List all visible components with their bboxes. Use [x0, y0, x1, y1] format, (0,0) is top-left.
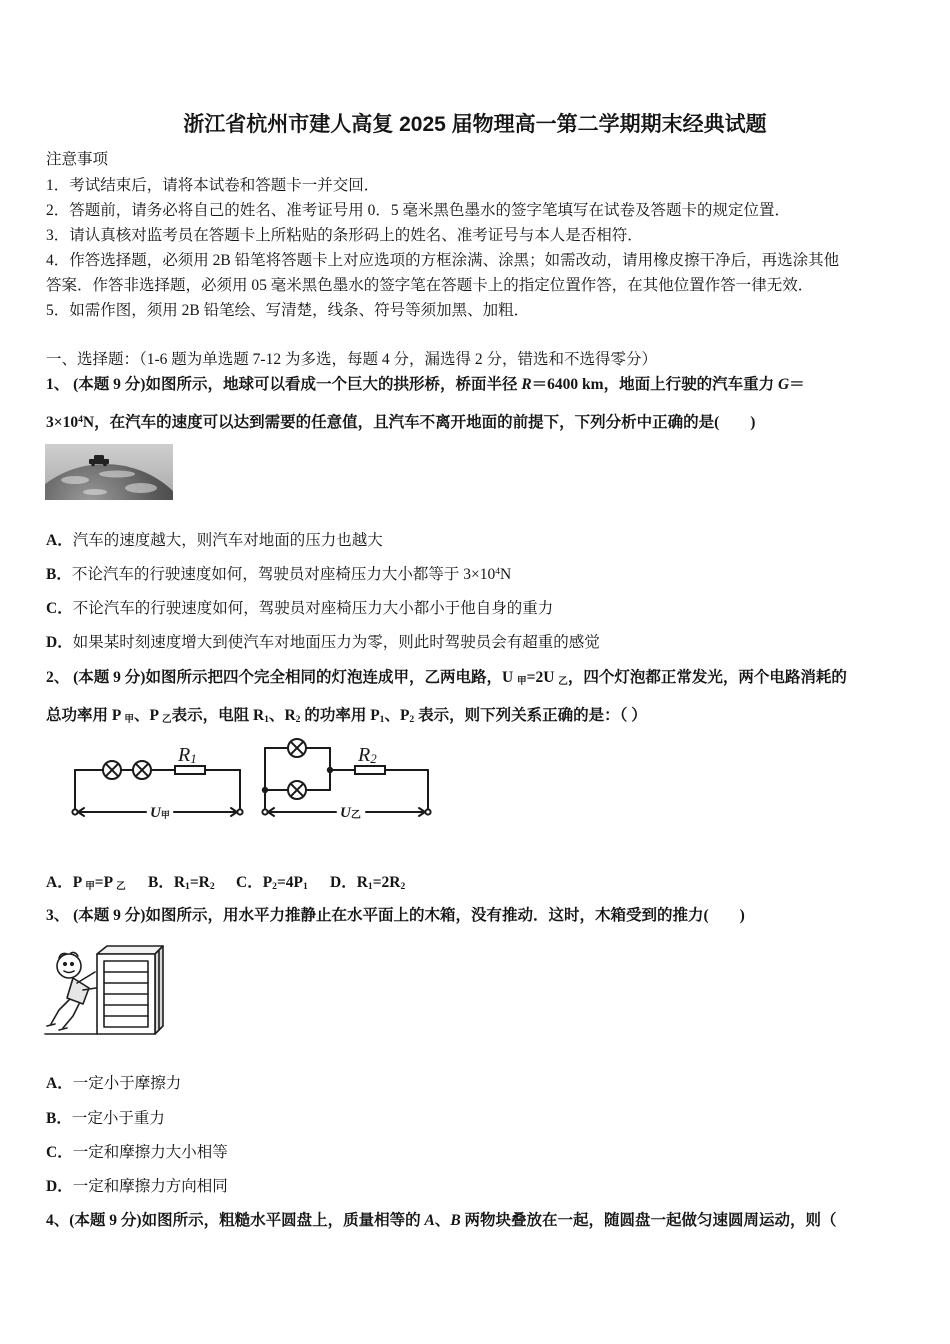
option-text: $R_1=2R_2$	[356, 874, 406, 892]
option-label: C．	[46, 600, 73, 617]
terminal-dot	[72, 809, 77, 814]
subscript: 2	[295, 713, 301, 725]
option-d	[46, 631, 600, 655]
subscript: 乙	[116, 880, 126, 892]
junction-dot	[328, 768, 332, 772]
option-label: D．	[46, 1178, 73, 1195]
option-c	[46, 1141, 228, 1165]
question-stem-line: 3、 (本题 9 分)如图所示，用水平力推静止在水平面上的木箱，没有推动．这时，木箱受到的推力( )	[46, 907, 745, 924]
subscript: 2	[272, 880, 277, 892]
italic-symbol: A	[424, 1212, 435, 1229]
wire	[265, 748, 428, 809]
question-stem-line: 1、 (本题 9 分)如图所示，地球可以看成一个巨大的拱形桥，桥面半径 R＝6400 km，地面上行驶的汽车重力 G＝	[46, 376, 805, 393]
subscript: 2	[409, 713, 415, 725]
lamp-icon	[103, 761, 121, 779]
option-b	[148, 871, 215, 895]
resistor-icon	[355, 766, 385, 774]
section-heading: 一、选择题：（1-6 题为单选题 7-12 为多选，每题 4 分，漏选得 2 分，错选和不选得零分）	[46, 351, 657, 368]
person-pushing	[45, 952, 97, 1034]
option-c	[46, 597, 553, 621]
wooden-box	[97, 946, 163, 1034]
subscript: 2	[209, 880, 215, 892]
lamp-icon	[133, 761, 151, 779]
r2-label-main: R	[358, 744, 371, 766]
option-b	[46, 1107, 165, 1131]
option-a	[46, 529, 383, 553]
option-c	[236, 871, 308, 895]
u-jia-label	[150, 805, 170, 821]
subscript: 乙	[161, 713, 172, 725]
option-text: 如果某时刻速度增大到使汽车对地面压力为零，则此时驾驶员会有超重的感觉	[72, 634, 600, 651]
option-label: C．	[46, 1144, 73, 1161]
italic-symbol: G	[777, 376, 790, 393]
option-text: 一定小于摩擦力	[72, 1075, 182, 1092]
subscript: 1	[379, 713, 385, 725]
resistor-icon	[175, 766, 205, 774]
option-label: A．	[46, 1075, 73, 1092]
superscript: 4	[495, 566, 501, 578]
lamp-icon	[288, 781, 306, 799]
terminal-dot	[237, 809, 242, 814]
option-text: 一定和摩擦力大小相等	[72, 1144, 228, 1161]
circuit-diagram-figure	[70, 735, 440, 830]
option-a	[46, 871, 126, 895]
question-stem-line: 总功率用 P $_甲$、P $_乙$表示，电阻 $R_1$、$R_2$ 的功率用 $P_1$、$P_2$ 表示，则下列关系正确的是：（ ）	[46, 707, 647, 725]
r1-label-sub: 1	[190, 751, 197, 766]
option-label: B．	[46, 1110, 72, 1127]
question-stem-line: 2、 (本题 9 分)如图所示把四个完全相同的灯泡连成甲，乙两电路，U $_甲$=2U $_乙$，四个灯泡都正常发光，两个电路消耗的	[46, 669, 847, 687]
option-text: 一定小于重力	[71, 1110, 165, 1127]
option-text: $R_1=R_2$	[173, 874, 215, 892]
terminal-dot	[262, 809, 267, 814]
italic-symbol: B	[450, 1212, 461, 1229]
option-text: 汽车的速度越大，则汽车对地面的压力也越大	[72, 532, 383, 549]
u-jia-label-main: U	[150, 805, 161, 821]
notice-line-3: 3．请认真核对监考员在答题卡上所粘贴的条形码上的姓名、准考证号与本人是否相符．	[46, 227, 643, 244]
u-yi-label-sub: 乙	[350, 810, 361, 821]
earth-arch-bridge-figure	[45, 444, 173, 500]
notice-line-1: 1．考试结束后，请将本试卷和答题卡一并交回．	[46, 177, 380, 194]
italic-symbol: R	[521, 376, 532, 393]
r2-label-sub: 2	[370, 751, 377, 766]
option-label: D．	[46, 634, 73, 651]
option-b	[46, 563, 511, 587]
notice-line-2: 2．答题前，请务必将自己的姓名、准考证号用 0．5 毫米黑色墨水的签字笔填写在试卷及答题卡的规定位置．	[46, 202, 791, 219]
subscript: 1	[367, 880, 373, 892]
option-label: B．	[148, 874, 174, 891]
pushing-box-figure	[43, 942, 168, 1038]
junction-dot	[263, 788, 267, 792]
notice-heading: 注意事项	[46, 151, 109, 168]
subscript: 1	[303, 880, 308, 892]
question-stem-line: 4、(本题 9 分)如图所示，粗糙水平圆盘上，质量相等的 A、B 两物块叠放在一起，随圆盘一起做匀速圆周运动，则（	[46, 1212, 837, 1229]
notice-line-5: 5．如需作图，须用 2B 铅笔绘、写清楚，线条、符号等须加黑、加粗．	[46, 302, 530, 319]
subscript: 甲	[85, 880, 95, 892]
option-label: D．	[330, 874, 357, 891]
subscript: 甲	[124, 713, 134, 725]
option-label: A．	[46, 532, 73, 549]
option-text: P $_甲$=P $_乙$	[72, 874, 126, 892]
lamp-icon	[288, 739, 306, 757]
subscript: 甲	[517, 675, 527, 687]
notice-line-4: 4．作答选择题，必须用 2B 铅笔将答题卡上对应选项的方框涂满、涂黑；如需改动，请用橡皮擦干净后，再选涂其他	[46, 252, 840, 269]
page-title: 浙江省杭州市建人高复 2025 届物理高一第二学期期末经典试题	[183, 113, 767, 136]
option-text: 不论汽车的行驶速度如何，驾驶员对座椅压力大小都小于他自身的重力	[72, 600, 554, 617]
u-yi-label-main: U	[340, 805, 351, 821]
r2-label	[357, 744, 377, 766]
option-label: C．	[236, 874, 263, 891]
option-d	[330, 871, 405, 895]
option-label: A．	[46, 874, 73, 891]
terminal-dot	[425, 809, 430, 814]
u-jia-label-sub: 甲	[160, 810, 170, 820]
subscript: 1	[264, 713, 269, 725]
option-text: $P_2=4P_1$	[262, 874, 308, 892]
option-d	[46, 1175, 228, 1199]
r1-label-main: R	[178, 744, 191, 766]
option-a	[46, 1072, 181, 1096]
option-text: 不论汽车的行驶速度如何，驾驶员对座椅压力大小都等于 $3\times 10^4N$	[71, 566, 512, 583]
superscript: 4	[78, 414, 83, 426]
wire	[75, 770, 240, 809]
option-label: B．	[46, 566, 72, 583]
option-text: 一定和摩擦力方向相同	[72, 1178, 228, 1195]
subscript: 乙	[558, 675, 568, 687]
r1-label	[177, 744, 197, 766]
u-yi-label	[340, 805, 361, 821]
notice-line-4-continued: 答案．作答非选择题，必须用 05 毫米黑色墨水的签字笔在答题卡上的指定位置作答，在其他位置作答一律无效．	[46, 277, 814, 294]
question-stem-line: $3\times 10^4N$，在汽车的速度可以达到需要的任意值，且汽车不离开地面的前提下，下列分析中正确的是( )	[46, 414, 756, 431]
subscript: 2	[400, 880, 406, 892]
subscript: 1	[185, 880, 190, 892]
